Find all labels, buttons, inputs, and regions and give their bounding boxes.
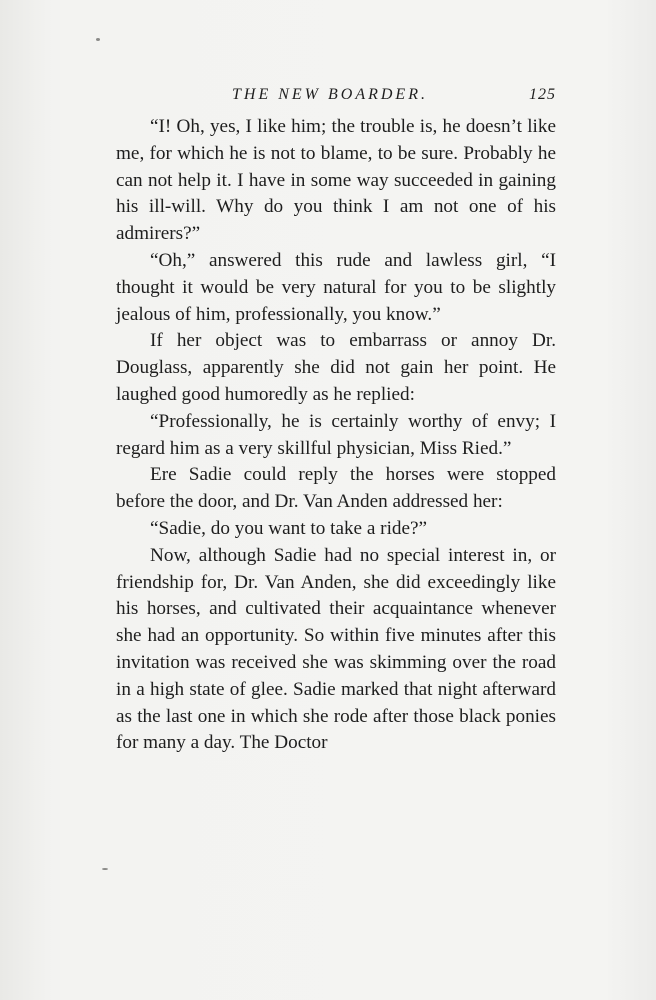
- running-head: [116, 86, 556, 112]
- page-speck: [96, 38, 100, 41]
- page-speck: [102, 868, 108, 870]
- paragraph: Now, although Sadie had no special interest in, or friendship for, Dr. Van Anden, she did exceedingly like his horses, and cultivated their acquaintance whenever she had an opportunity. So within five minutes after this invitation was received she was skimming over the road in a high state of glee. Sadie marked that night afterward as the last one in which she rode after those black ponies for many a day. The Doctor: [116, 544, 556, 754]
- paragraph: “Professionally, he is certainly worthy of envy; I regard him as a very skillful physician, Miss Ried.”: [116, 410, 556, 459]
- paragraph: “I! Oh, yes, I like him; the trouble is, he doesn’t like me, for which he is not to blame, to be sure. Probably he can not help it. I have in some way succeeded in gaining his ill-will. Why do you think I am not one of his admirers?”: [116, 116, 556, 245]
- paragraph: Ere Sadie could reply the horses were stopped before the door, and Dr. Van Anden addressed her:: [116, 464, 556, 513]
- paragraph: “Oh,” answered this rude and lawless girl, “I thought it would be very natural for you to be slightly jealous of him, professionally, you know.”: [116, 249, 556, 325]
- paragraph: “Sadie, do you want to take a ride?”: [150, 517, 428, 539]
- body-text: [116, 114, 556, 757]
- page-number: 125: [529, 86, 556, 103]
- running-title: THE NEW BOARDER.: [232, 86, 428, 103]
- paragraph: If her object was to embarrass or annoy Dr. Douglass, apparently she did not gain her point. He laughed good humoredly as he replied:: [116, 330, 556, 405]
